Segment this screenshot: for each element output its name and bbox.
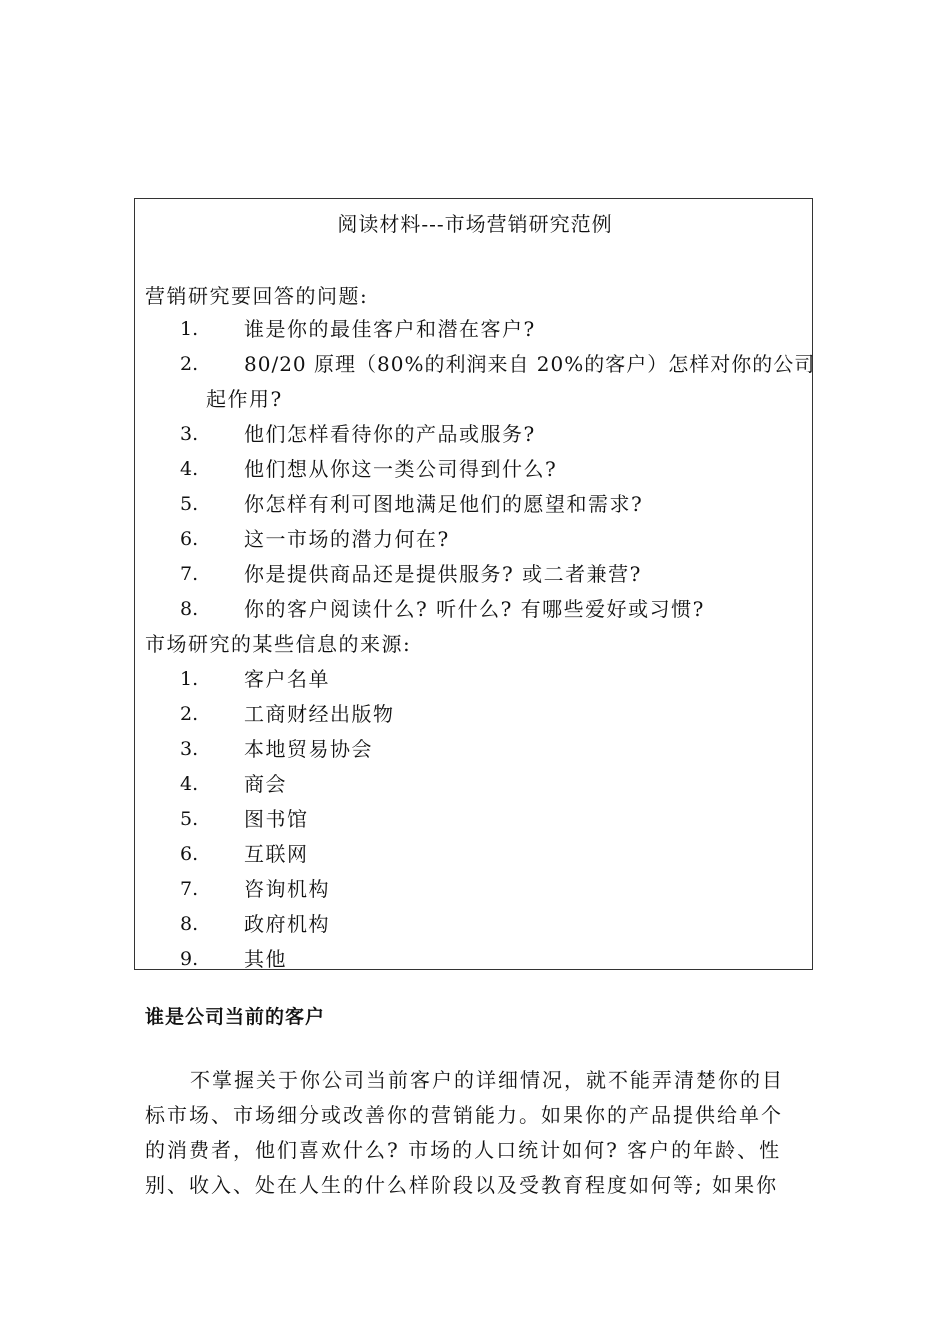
question-text: 这一市场的潜力何在? (244, 527, 450, 551)
question-number: 7. (180, 563, 199, 585)
question-number: 2. (180, 353, 199, 375)
sources-heading: 市场研究的某些信息的来源: (145, 632, 412, 656)
source-text: 工商财经出版物 (244, 702, 395, 726)
source-number: 4. (180, 773, 199, 795)
question-text: 他们怎样看待你的产品或服务? (244, 422, 536, 446)
source-text: 其他 (244, 947, 287, 971)
question-text: 你的客户阅读什么? 听什么? 有哪些爱好或习惯? (244, 597, 705, 621)
question-number: 4. (180, 458, 199, 480)
source-text: 咨询机构 (244, 877, 330, 901)
paragraph-line: 的消费者，他们喜欢什么? 市场的人口统计如何? 客户的年龄、性 (145, 1138, 782, 1162)
paragraph-line: 标市场、市场细分或改善你的营销能力。如果你的产品提供给单个 (145, 1103, 783, 1127)
source-number: 1. (180, 668, 199, 690)
question-text: 谁是你的最佳客户和潜在客户? (244, 317, 536, 341)
source-number: 5. (180, 808, 199, 830)
source-text: 本地贸易协会 (244, 737, 373, 761)
source-number: 6. (180, 843, 199, 865)
source-text: 图书馆 (244, 807, 309, 831)
question-text-continued: 起作用? (206, 387, 283, 411)
source-text: 商会 (244, 772, 287, 796)
source-text: 政府机构 (244, 912, 330, 936)
source-number: 3. (180, 738, 199, 760)
questions-heading: 营销研究要回答的问题: (145, 284, 369, 308)
question-number: 8. (180, 598, 199, 620)
section-title: 谁是公司当前的客户 (145, 1006, 326, 1028)
source-text: 客户名单 (244, 667, 330, 691)
source-number: 2. (180, 703, 199, 725)
question-number: 3. (180, 423, 199, 445)
question-text: 80/20 原理（80%的利润来自 20%的客户）怎样对你的公司 (244, 352, 816, 376)
question-text: 你是提供商品还是提供服务? 或二者兼营? (244, 562, 642, 586)
source-number: 8. (180, 913, 199, 935)
question-number: 5. (180, 493, 199, 515)
source-number: 9. (180, 948, 199, 970)
question-number: 6. (180, 528, 199, 550)
source-text: 互联网 (244, 842, 309, 866)
question-number: 1. (180, 318, 199, 340)
source-number: 7. (180, 878, 199, 900)
question-text: 你怎样有利可图地满足他们的愿望和需求? (244, 492, 644, 516)
paragraph-line: 别、收入、处在人生的什么样阶段以及受教育程度如何等; 如果你 (145, 1173, 779, 1197)
paragraph-line: 不掌握关于你公司当前客户的详细情况，就不能弄清楚你的目 (190, 1068, 784, 1092)
box-title: 阅读材料---市场营销研究范例 (337, 212, 613, 236)
question-text: 他们想从你这一类公司得到什么? (244, 457, 558, 481)
